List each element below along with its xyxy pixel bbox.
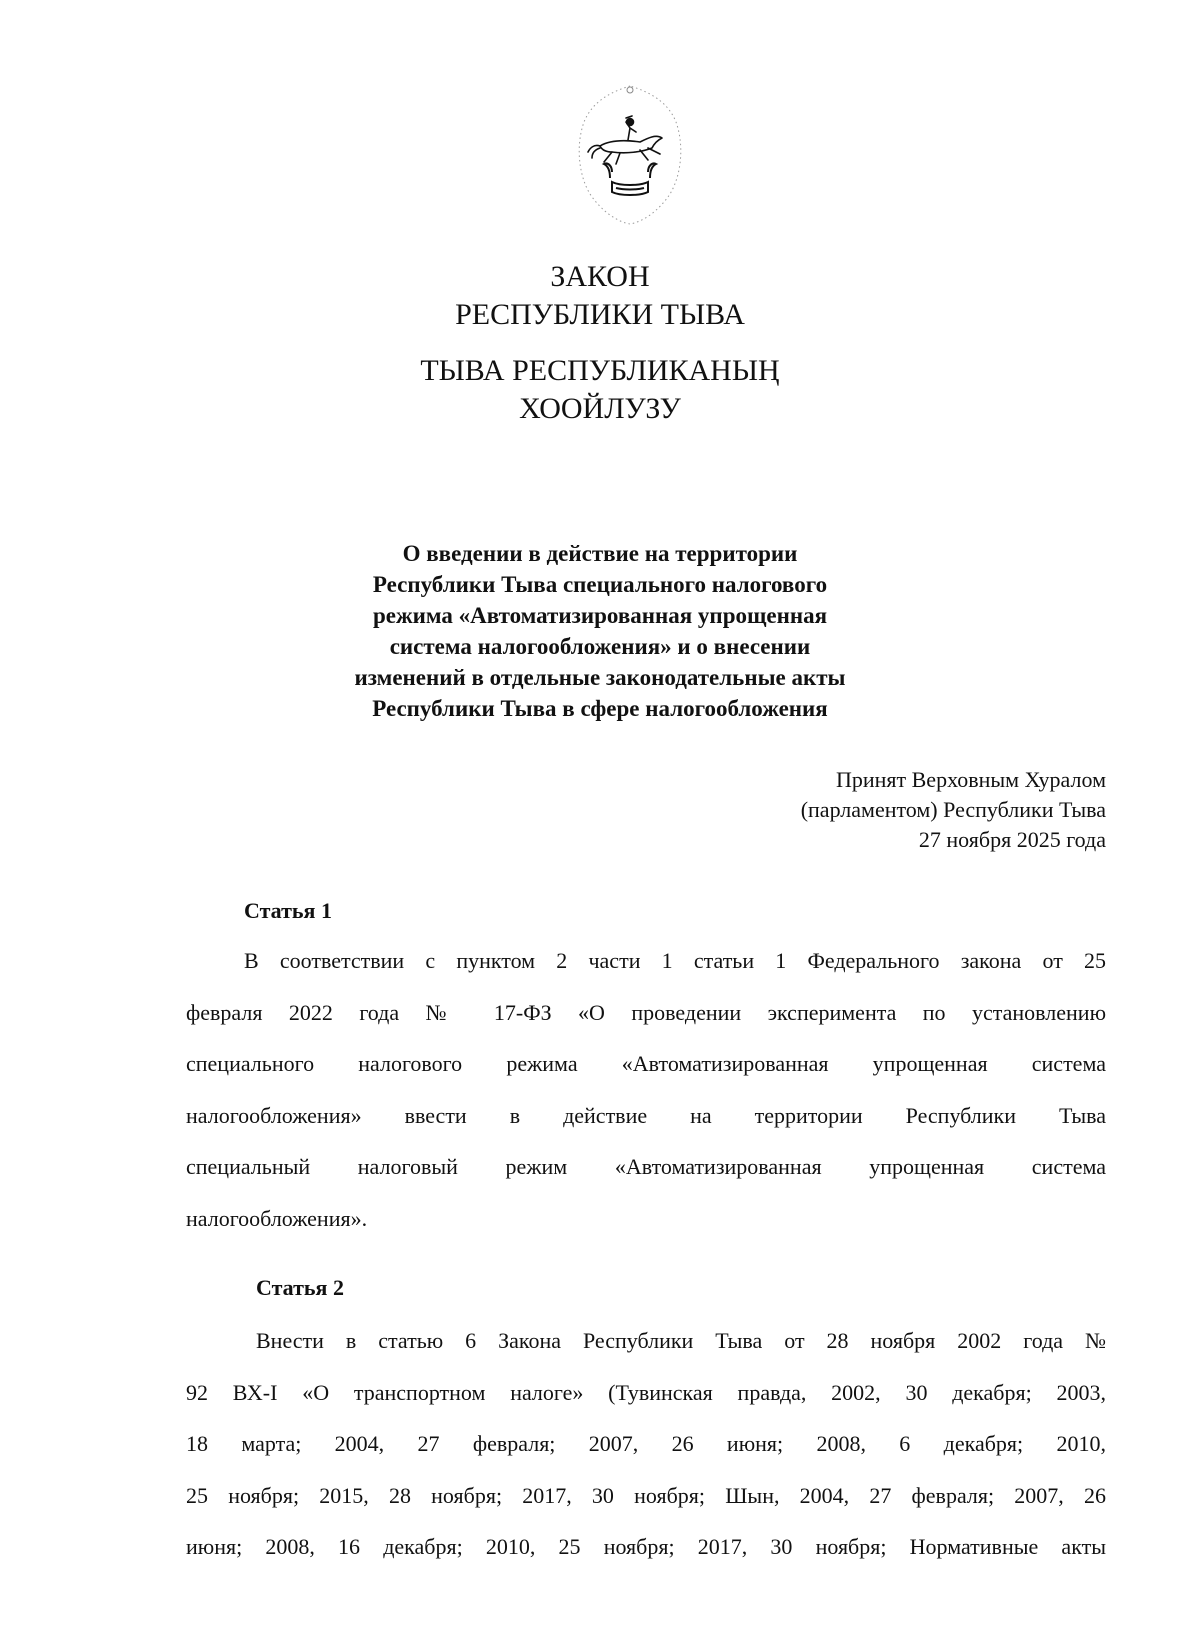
subject-line: Республики Тыва в сфере налогообложения <box>372 696 828 721</box>
tyva-coat-of-arms-icon <box>570 82 690 227</box>
law-title-tyva <box>0 352 1200 428</box>
paragraph-line: июня; 2008, 16 декабря; 2010, 25 ноября; 2017, 30 ноября; Нормативные акты <box>186 1534 1106 1559</box>
paragraph-line: 18 марта; 2004, 27 февраля; 2007, 26 июня; 2008, 6 декабря; 2010, <box>186 1431 1106 1456</box>
law-title-tyva-line-1: ТЫВА РЕСПУБЛИКАНЫҢ <box>420 354 780 387</box>
adoption-line: (парламентом) Республики Тыва <box>800 797 1106 822</box>
paragraph-line: специальный налоговый режим «Автоматизированная упрощенная система <box>186 1154 1106 1179</box>
paragraph-line: 92 ВХ-I «О транспортном налоге» (Тувинская правда, 2002, 30 декабря; 2003, <box>186 1379 1106 1405</box>
subject-line: система налогообложения» и о внесении <box>389 634 811 659</box>
paragraph-line: 25 ноября; 2015, 28 ноября; 2017, 30 ноября; Шын, 2004, 27 февраля; 2007, 26 <box>186 1482 1106 1508</box>
paragraph-line: специального налогового режима «Автоматизированная упрощенная система <box>186 1051 1106 1076</box>
paragraph-line: Внести в статью 6 Закона Республики Тыва от 28 ноября 2002 года № <box>256 1328 1106 1353</box>
article-1-text <box>186 935 1106 1244</box>
article-2-heading: Статья 2 <box>256 1275 344 1300</box>
subject-line: Республики Тыва специального налогового <box>372 572 828 597</box>
law-title-line-2: РЕСПУБЛИКИ ТЫВА <box>455 298 745 331</box>
subject-line: режима «Автоматизированная упрощенная <box>372 603 828 628</box>
adoption-date: 27 ноября 2025 года <box>918 827 1106 852</box>
law-title <box>0 258 1200 334</box>
law-title-line-1: ЗАКОН <box>550 260 650 293</box>
paragraph-line: февраля 2022 года № 17-ФЗ «О проведении эксперимента по установлению <box>186 999 1106 1025</box>
article-1-heading: Статья 1 <box>244 898 332 923</box>
adoption-line: Принят Верховным Хуралом <box>835 767 1106 792</box>
subject-line: изменений в отдельные законодательные акты <box>354 665 846 690</box>
law-subject <box>330 538 870 724</box>
paragraph-line: налогообложения». <box>186 1205 368 1231</box>
law-title-tyva-line-2: ХООЙЛУЗУ <box>519 392 681 425</box>
article-2-text <box>186 1315 1106 1573</box>
paragraph-line: налогообложения» ввести в действие на территории Республики Тыва <box>186 1102 1106 1128</box>
paragraph-line: В соответствии с пунктом 2 части 1 статьи 1 Федерального закона от 25 <box>244 948 1106 973</box>
adoption-note <box>801 765 1106 855</box>
subject-line: О введении в действие на территории <box>402 541 798 566</box>
